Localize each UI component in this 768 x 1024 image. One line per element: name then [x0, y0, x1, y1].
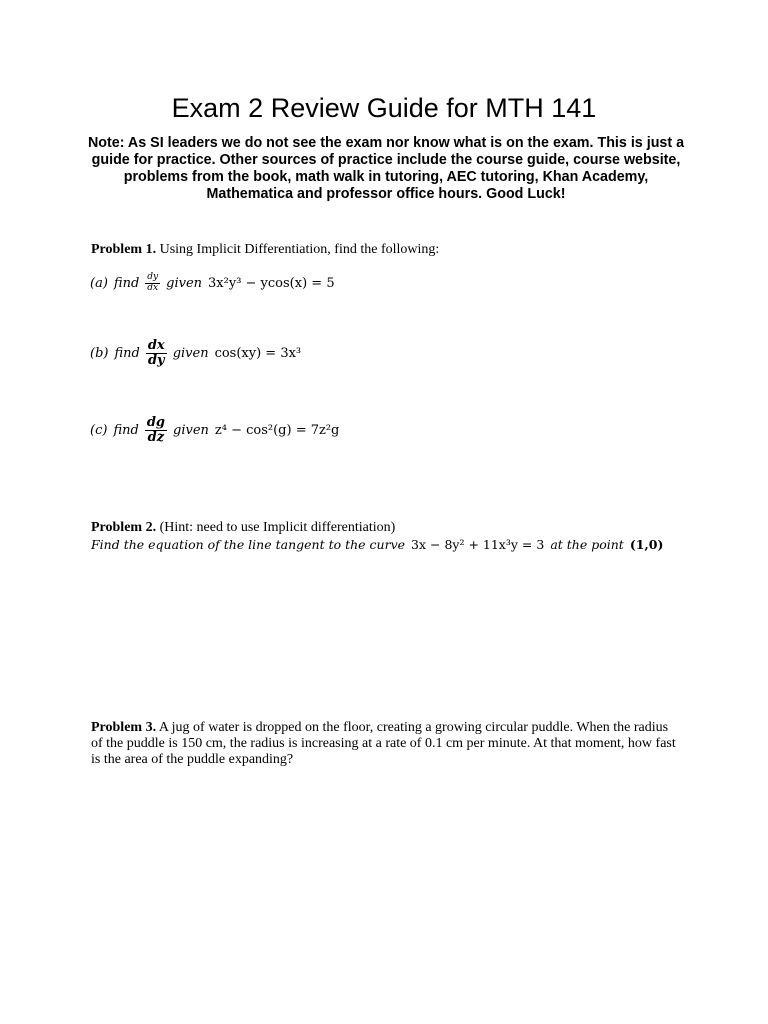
problem-1c-find: find: [113, 423, 139, 439]
problem-1a-numerator: dy: [147, 272, 159, 282]
problem-2-hint: (Hint: need to use Implicit differentiation): [159, 520, 396, 535]
problem-1c-given: given: [173, 423, 209, 439]
page-title: Exam 2 Review Guide for MTH 141: [171, 93, 597, 123]
problem-1c-denominator: dz: [147, 430, 165, 446]
problem-3-label: Problem 3.: [91, 720, 157, 735]
problem-2-expression: 3x − 8y² + 11x³y = 3: [411, 537, 545, 552]
problem-1-heading: [91, 242, 691, 258]
problem-3-text: A jug of water is dropped on the floor, creating a growing circular puddle. When the radius of the puddle is 150 cm, the radius is increasing at a rate of 0.1 cm per minute. At that moment, how fast is the area of the puddle expanding?: [91, 720, 676, 767]
problem-1b-find: find: [114, 346, 140, 362]
problem-1c: [90, 416, 339, 446]
problem-2-label: Problem 2.: [91, 520, 157, 535]
problem-1a-derivative: [145, 273, 160, 294]
problem-2-text: Find the equation of the line tangent to the curve: [91, 537, 406, 552]
problem-1a-expression: 3x²y³ − ycos(x) = 5: [208, 275, 335, 291]
problem-2-question: [91, 537, 663, 552]
problem-1b-expression: cos(xy) = 3x³: [214, 346, 302, 362]
problem-1a-label: (a): [90, 275, 108, 291]
problem-1c-derivative: [145, 416, 167, 446]
problem-1b-label: (b): [90, 346, 109, 362]
problem-1a: [90, 273, 335, 294]
problem-1-text: Using Implicit Differentiation, find the following:: [159, 242, 440, 257]
problem-1b-denominator: dy: [147, 353, 165, 369]
problem-1c-label: (c): [90, 423, 108, 439]
disclaimer-note: Note: As SI leaders we do not see the exam nor know what is on the exam. This is just a guide for practice. Other sources of practice include the course guide, course website, problems from the book, math walk in tutoring, AEC tutoring, Khan Academy, Mathematica and professor office hours. Good Luck!: [87, 135, 685, 202]
problem-1a-find: find: [113, 275, 140, 291]
problem-1b-derivative: [146, 339, 167, 369]
problem-1a-denominator: dx: [147, 282, 159, 293]
problem-1a-given: given: [166, 275, 203, 291]
problem-3: [91, 720, 681, 768]
problem-1-label: Problem 1.: [91, 242, 157, 257]
problem-2-point: (1,0): [629, 537, 664, 552]
problem-1b: [90, 339, 301, 369]
problem-1c-expression: z⁴ − cos²(g) = 7z²g: [214, 423, 340, 439]
problem-1b-given: given: [172, 346, 209, 362]
problem-1c-numerator: dg: [146, 415, 165, 430]
problem-2-heading: [91, 520, 691, 536]
problem-1b-numerator: dx: [147, 338, 165, 353]
problem-2-at: at the point: [550, 537, 624, 552]
